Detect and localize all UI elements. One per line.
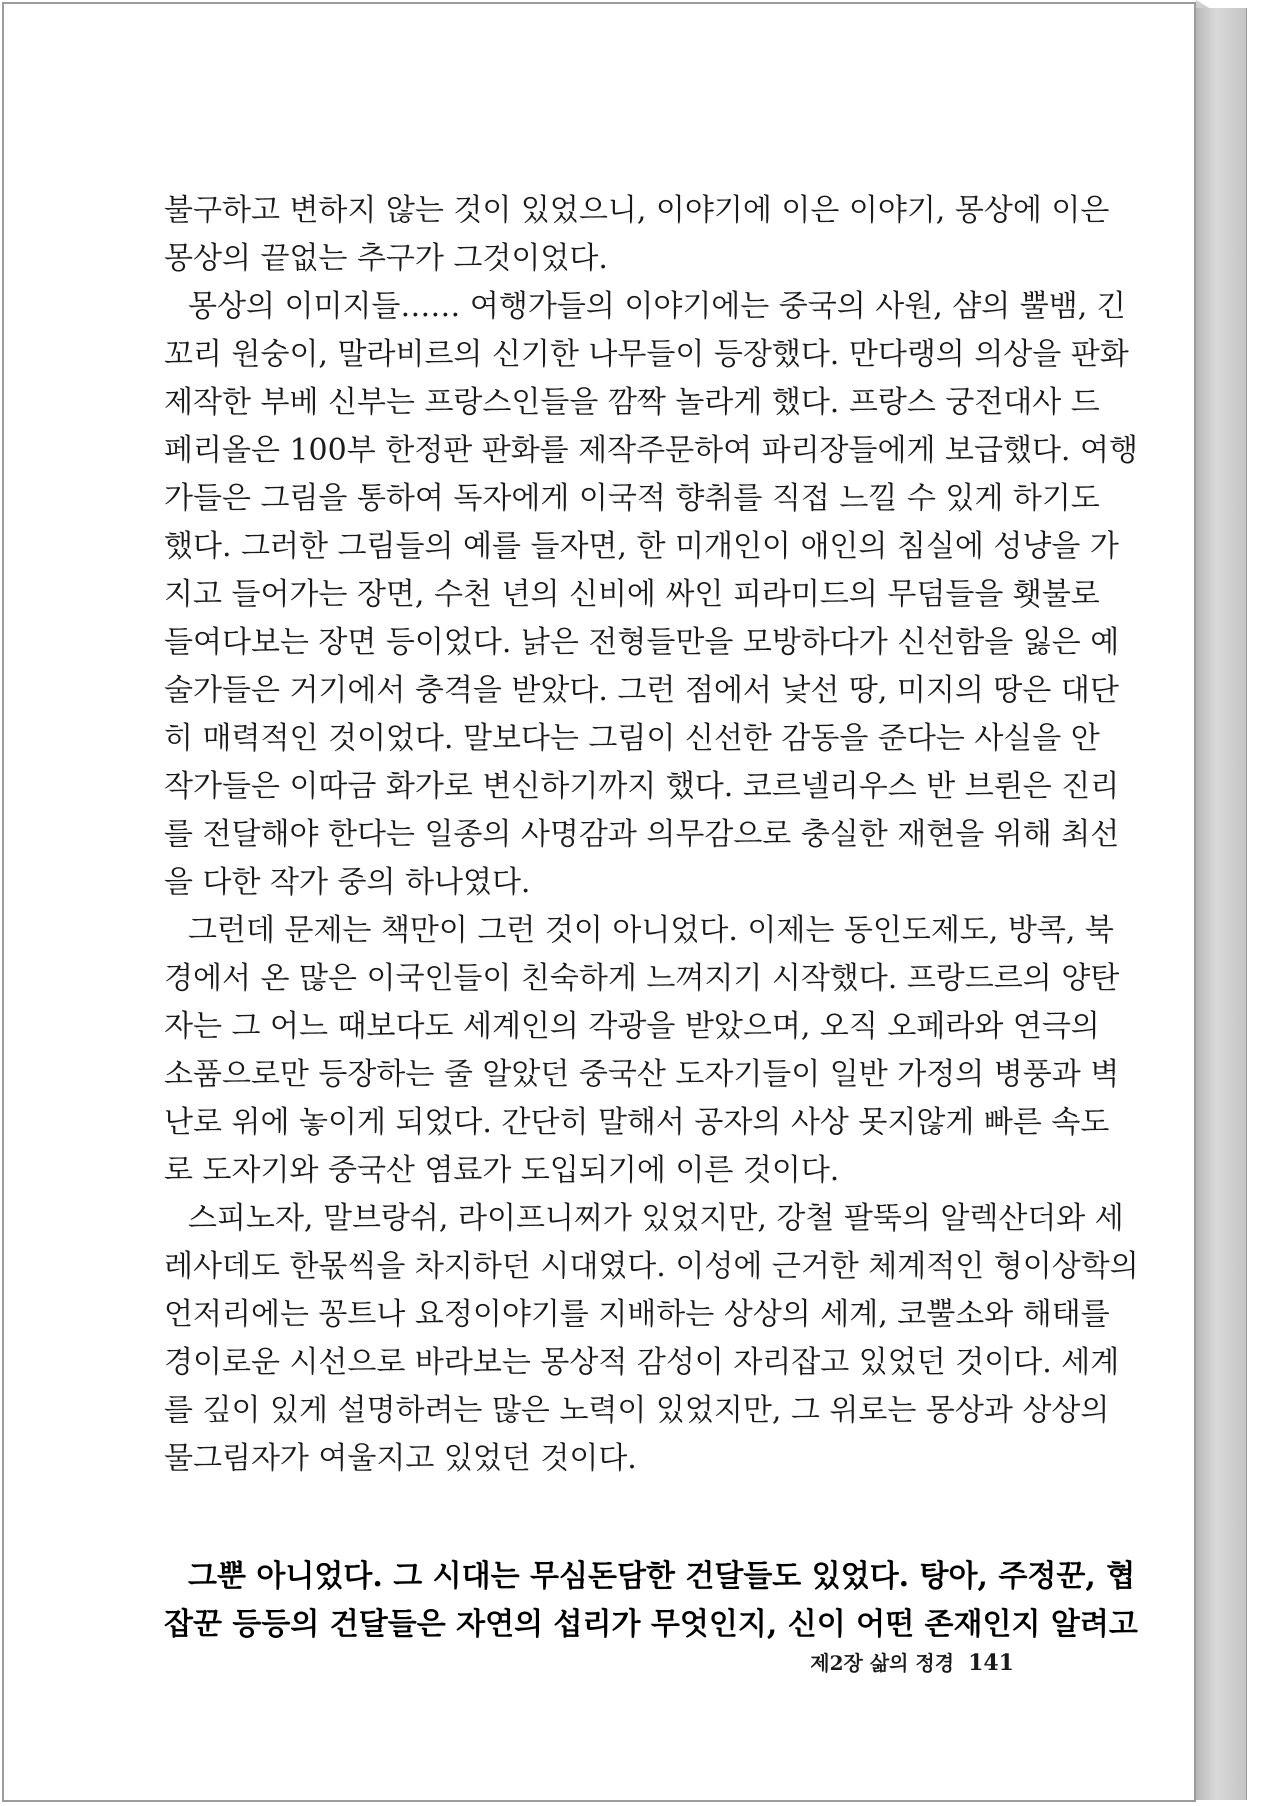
text-line: 을 다한 작가 중의 하나였다.	[164, 865, 531, 900]
text-line: 히 매력적인 것이었다. 말보다는 그림이 신선한 감동을 준다는 사실을 안	[164, 721, 1100, 756]
text-line: 몽상의 끝없는 추구가 그것이었다.	[164, 241, 608, 276]
text-line: 물그림자가 여울지고 있었던 것이다.	[164, 1441, 637, 1476]
text-line: 페리올은 100부 한정판 판화를 제작주문하여 파리장들에게 보급했다. 여행	[164, 433, 1138, 468]
running-footer	[784, 1647, 1014, 1676]
text-line: 몽상의 이미지들…… 여행가들의 이야기에는 중국의 사원, 샴의 뿔뱀, 긴	[188, 289, 1126, 324]
section-gap	[164, 1483, 1042, 1553]
body-text	[164, 187, 1139, 1649]
book-page	[2, 2, 1196, 1802]
paragraph	[164, 907, 1120, 1195]
page-stack-edge	[1196, 8, 1247, 1800]
text-line: 를 깊이 있게 설명하려는 많은 노력이 있었지만, 그 위로는 몽상과 상상의	[164, 1393, 1110, 1428]
text-line: 난로 위에 놓이게 되었다. 간단히 말해서 공자의 사상 못지않게 빠른 속도	[164, 1105, 1110, 1140]
text-line: 언저리에는 꽁트나 요정이야기를 지배하는 상상의 세계, 코뿔소와 해태를	[164, 1297, 1110, 1332]
chapter-title: 제2장 삶의 정경	[810, 1651, 955, 1675]
paragraph	[164, 283, 1138, 907]
page-number: 141	[968, 1650, 1014, 1676]
text-line: 레사데도 한몫씩을 차지하던 시대였다. 이성에 근거한 체계적인 형이상학의	[164, 1249, 1139, 1284]
text-line: 를 전달해야 한다는 일종의 사명감과 의무감으로 충실한 재현을 위해 최선	[164, 817, 1120, 852]
paragraph	[164, 1195, 1139, 1483]
paragraph	[164, 1553, 1138, 1649]
text-line: 그런데 문제는 책만이 그런 것이 아니었다. 이제는 동인도제도, 방콕, 북	[188, 913, 1114, 948]
text-line: 작가들은 이따금 화가로 변신하기까지 했다. 코르넬리우스 반 브륀은 진리	[164, 769, 1120, 804]
text-line: 경에서 온 많은 이국인들이 친숙하게 느껴지기 시작했다. 프랑드르의 양탄	[164, 961, 1120, 996]
text-line: 자는 그 어느 때보다도 세계인의 각광을 받았으며, 오직 오페라와 연극의	[164, 1009, 1100, 1044]
text-line: 술가들은 거기에서 충격을 받았다. 그런 점에서 낯선 땅, 미지의 땅은 대단	[164, 673, 1119, 708]
text-line: 그뿐 아니었다. 그 시대는 무심돈담한 건달들도 있었다. 탕아, 주정꾼, 협	[188, 1559, 1136, 1594]
text-line: 소품으로만 등장하는 줄 알았던 중국산 도자기들이 일반 가정의 병풍과 벽	[164, 1057, 1120, 1092]
text-line: 꼬리 원숭이, 말라비르의 신기한 나무들이 등장했다. 만다랭의 의상을 판화	[164, 337, 1129, 372]
text-line: 제작한 부베 신부는 프랑스인들을 깜짝 놀라게 했다. 프랑스 궁전대사 드	[164, 385, 1100, 420]
text-line: 로 도자기와 중국산 염료가 도입되기에 이른 것이다.	[164, 1153, 840, 1188]
text-line: 지고 들어가는 장면, 수천 년의 신비에 싸인 피라미드의 무덤들을 횃불로	[164, 577, 1100, 612]
text-line: 했다. 그러한 그림들의 예를 들자면, 한 미개인이 애인의 침실에 성냥을 가	[164, 529, 1119, 564]
paragraph	[164, 187, 1110, 283]
text-line: 잡꾼 등등의 건달들은 자연의 섭리가 무엇인지, 신이 어떤 존재인지 알려고	[164, 1607, 1138, 1642]
text-line: 들여다보는 장면 등이었다. 낡은 전형들만을 모방하다가 신선함을 잃은 예	[164, 625, 1120, 660]
text-line: 경이로운 시선으로 바라보는 몽상적 감성이 자리잡고 있었던 것이다. 세계	[164, 1345, 1120, 1380]
text-line: 스피노자, 말브랑쉬, 라이프니찌가 있었지만, 강철 팔뚝의 알렉산더와 세	[188, 1201, 1124, 1236]
text-line: 가들은 그림을 통하여 독자에게 이국적 향취를 직접 느낄 수 있게 하기도	[164, 481, 1100, 516]
text-line: 불구하고 변하지 않는 것이 있었으니, 이야기에 이은 이야기, 몽상에 이은	[164, 193, 1110, 228]
